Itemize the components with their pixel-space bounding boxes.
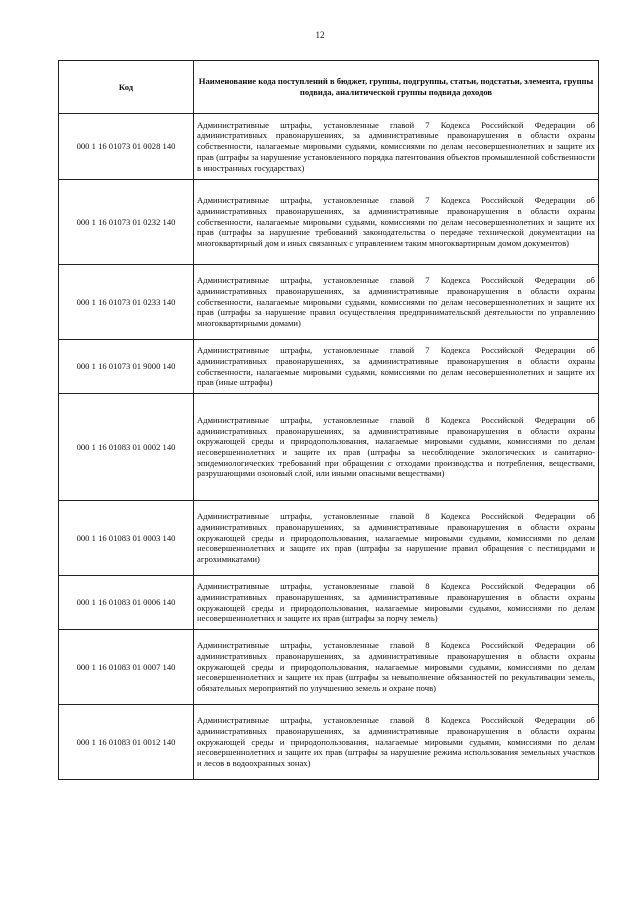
table-row xyxy=(59,180,599,265)
row-code: 000 1 16 01073 01 0233 140 xyxy=(59,265,194,340)
row-code: 000 1 16 01073 01 0028 140 xyxy=(59,114,194,180)
table-row xyxy=(59,630,599,705)
row-code: 000 1 16 01073 01 9000 140 xyxy=(59,340,194,394)
row-name: Административные штрафы, установленные главой 8 Кодекса Российской Федерации об административных правонарушениях, за административные правонарушения в области охраны окружающей среды и природопользования, налагаемые мировыми судьями, комиссиями по делам несовершеннолетних и защите их прав (штрафы за несоблюдение экологических и санитарно-эпидемиологических требований при обращении с отходами производства и потребления, веществами, разрушающими озоновый слой, или иными опасными веществами) xyxy=(194,394,599,501)
page-number: 12 xyxy=(315,30,325,40)
header-code: Код xyxy=(59,61,194,114)
row-code: 000 1 16 01083 01 0006 140 xyxy=(59,576,194,630)
table-header-row xyxy=(59,61,599,114)
row-name: Административные штрафы, установленные главой 7 Кодекса Российской Федерации об административных правонарушениях, за административные правонарушения в области охраны собственности, налагаемые мировыми судьями, комиссиями по делам несовершеннолетних и защите их прав (штрафы за нарушение установленного порядка патентования объектов промышленной собственности в иностранных государствах) xyxy=(194,114,599,180)
table-row xyxy=(59,114,599,180)
table-row xyxy=(59,576,599,630)
table-row xyxy=(59,340,599,394)
row-code: 000 1 16 01083 01 0002 140 xyxy=(59,394,194,501)
row-name: Административные штрафы, установленные главой 7 Кодекса Российской Федерации об административных правонарушениях, за административные правонарушения в области охраны собственности, налагаемые мировыми судьями, комиссиями по делам несовершеннолетних и защите их прав (штрафы за нарушение правил осуществления предпринимательской деятельности по управлению многоквартирными домами) xyxy=(194,265,599,340)
row-name: Административные штрафы, установленные главой 8 Кодекса Российской Федерации об административных правонарушениях, за административные правонарушения в области охраны окружающей среды и природопользования, налагаемые мировыми судьями, комиссиями по делам несовершеннолетних и защите их прав (штрафы за невыполнение обязанностей по рекультивации земель, обязательных мероприятий по улучшению земель и охране почв) xyxy=(194,630,599,705)
table-row xyxy=(59,705,599,780)
row-code: 000 1 16 01083 01 0012 140 xyxy=(59,705,194,780)
revenue-codes-table xyxy=(58,60,599,780)
row-code: 000 1 16 01083 01 0003 140 xyxy=(59,501,194,576)
table-row xyxy=(59,501,599,576)
row-name: Административные штрафы, установленные главой 7 Кодекса Российской Федерации об административных правонарушениях, за административные правонарушения в области охраны собственности, налагаемые мировыми судьями, комиссиями по делам несовершеннолетних и защите их прав (штрафы за нарушение требований законодательства о передаче технической документации на многоквартирный дом и иных связанных с управлением таким многоквартирным домом документов) xyxy=(194,180,599,265)
row-name: Административные штрафы, установленные главой 8 Кодекса Российской Федерации об административных правонарушениях, за административные правонарушения в области охраны окружающей среды и природопользования, налагаемые мировыми судьями, комиссиями по делам несовершеннолетних и защите их прав (штрафы за нарушение режима использования земельных участков и лесов в водоохранных зонах) xyxy=(194,705,599,780)
table-row xyxy=(59,265,599,340)
row-name: Административные штрафы, установленные главой 8 Кодекса Российской Федерации об административных правонарушениях, за административные правонарушения в области охраны окружающей среды и природопользования, налагаемые мировыми судьями, комиссиями по делам несовершеннолетних и защите их прав (штрафы за порчу земель) xyxy=(194,576,599,630)
table-row xyxy=(59,394,599,501)
row-name: Административные штрафы, установленные главой 8 Кодекса Российской Федерации об административных правонарушениях, за административные правонарушения в области охраны окружающей среды и природопользования, налагаемые мировыми судьями, комиссиями по делам несовершеннолетних и защите их прав (штрафы за нарушение правил обращения с пестицидами и агрохимикатами) xyxy=(194,501,599,576)
row-code: 000 1 16 01083 01 0007 140 xyxy=(59,630,194,705)
row-name: Административные штрафы, установленные главой 7 Кодекса Российской Федерации об административных правонарушениях, за административные правонарушения в области охраны собственности, налагаемые мировыми судьями, комиссиями по делам несовершеннолетних и защите их прав (иные штрафы) xyxy=(194,340,599,394)
header-name: Наименование кода поступлений в бюджет, группы, подгруппы, статьи, подстатьи, элемента, группы подвида, аналитической группы подвида доходов xyxy=(194,61,599,114)
row-code: 000 1 16 01073 01 0232 140 xyxy=(59,180,194,265)
